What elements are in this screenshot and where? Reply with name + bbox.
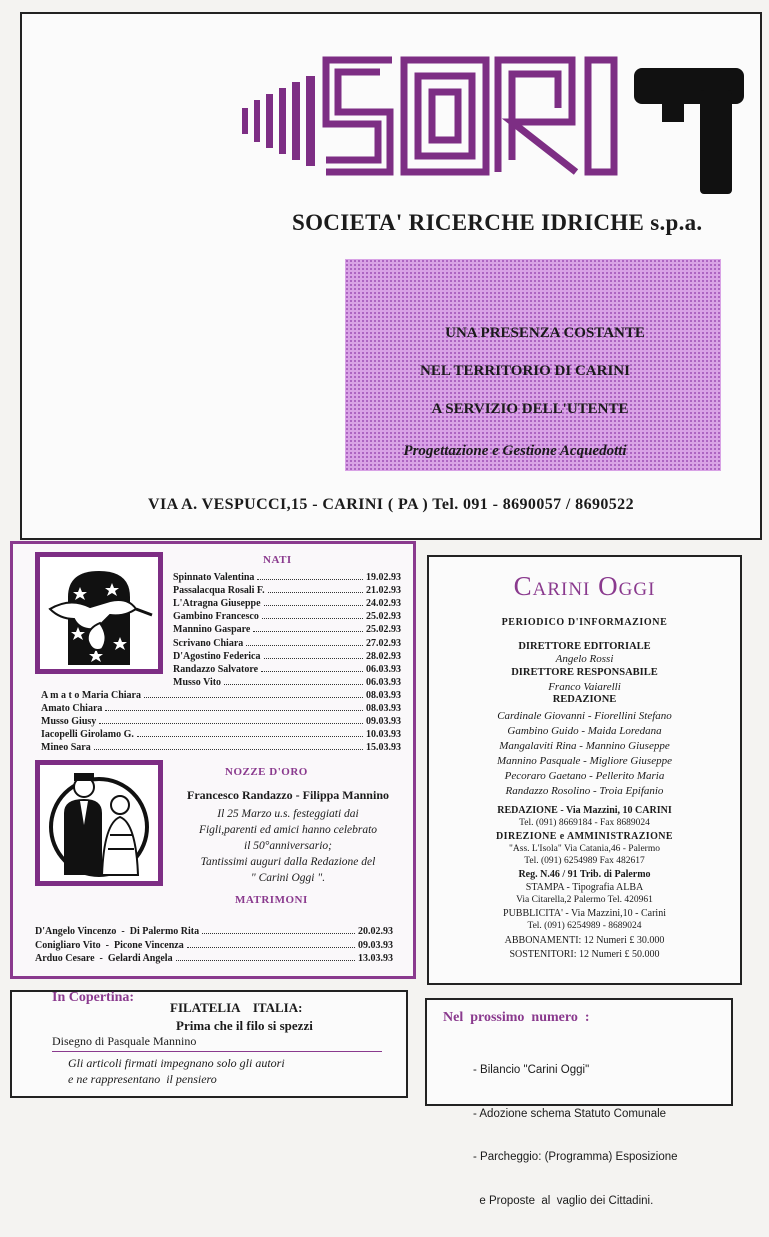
- leader-dots: [246, 644, 363, 646]
- birth-date: 24.02.93: [366, 598, 401, 610]
- leader-dots: [105, 709, 363, 711]
- wedding-date: 13.03.93: [358, 953, 393, 964]
- cover-info-box: [10, 990, 408, 1098]
- dir-ed-label: DIRETTORE EDITORIALE: [518, 641, 651, 652]
- birth-entry: [173, 677, 401, 688]
- cover-subtitle: Prima che il filo si spezzi: [176, 1018, 313, 1033]
- wedding-date: 20.02.93: [358, 926, 393, 937]
- redazione-label: REDAZIONE: [552, 694, 617, 705]
- nozze-couple: Francesco Randazzo - Filippa Mannino: [186, 788, 389, 802]
- redazione-tel: Tel. (091) 8669184 - Fax 8689024: [519, 818, 650, 828]
- disclaimer-line: e ne rappresentano il pensiero: [68, 1072, 217, 1086]
- abbonamenti: ABBONAMENTI: 12 Numeri £ 30.000: [504, 935, 665, 946]
- birth-date: 25.02.93: [366, 624, 401, 636]
- wedding-entry: [35, 953, 393, 964]
- leader-dots: [144, 696, 363, 698]
- birth-entry: [173, 664, 401, 675]
- wedding-entry: [35, 940, 393, 951]
- next-issue-box: [425, 998, 733, 1207]
- registration: Reg. N.46 / 91 Trib. di Palermo: [518, 869, 651, 880]
- wedding-couple: Conigliaro Vito - Picone Vincenza: [35, 939, 184, 951]
- birth-entry: [41, 742, 401, 753]
- leader-dots: [268, 591, 363, 593]
- cover-title: FILATELIA ITALIA:: [170, 1000, 303, 1015]
- next-issue-list: [473, 1034, 678, 1237]
- slogan-line: Progettazione e Gestione Acquedotti: [403, 443, 627, 459]
- birth-entry: [173, 651, 401, 662]
- leader-dots: [176, 959, 355, 961]
- birth-date: 15.03.93: [366, 742, 401, 754]
- matrimoni-title: MATRIMONI: [235, 894, 308, 906]
- birth-name: Musso Vito: [173, 676, 222, 688]
- nozze-line: " Carini Oggi ".: [250, 872, 326, 884]
- nozze-message: [163, 806, 413, 886]
- slogan-box: [345, 259, 721, 471]
- couple-image: [35, 760, 163, 886]
- staff-list: [429, 709, 740, 799]
- next-issue-item: - Bilancio "Carini Oggi": [473, 1064, 590, 1076]
- dir-resp-name: Franco Vaiarelli: [548, 681, 621, 693]
- wedding-couple: Arduo Cesare - Gelardi Angela: [35, 953, 173, 964]
- slogan-line: A SERVIZIO DELL'UTENTE: [431, 401, 629, 417]
- birth-entry: [41, 716, 401, 727]
- announcements-box: [10, 541, 416, 979]
- birth-date: 27.02.93: [366, 637, 401, 649]
- redazione-address: REDAZIONE - Via Mazzini, 10 CARINI: [497, 805, 672, 816]
- birth-entry: [173, 638, 401, 649]
- next-issue-item: e Proposte al vaglio dei Cittadini.: [473, 1194, 654, 1207]
- dir-ed-name: Angelo Rossi: [555, 653, 614, 665]
- direzione-label: DIREZIONE e AMMINISTRAZIONE: [496, 831, 673, 842]
- next-issue-item: - Adozione schema Statuto Comunale: [473, 1107, 667, 1120]
- masthead-box: [427, 555, 742, 985]
- leader-dots: [137, 735, 363, 737]
- company-name: SOCIETA' RICERCHE IDRICHE s.p.a.: [292, 210, 703, 235]
- nozze-line: Figli,parenti ed amici hanno celebrato: [198, 824, 378, 836]
- leader-dots: [264, 604, 363, 606]
- masthead-subtitle: PERIODICO D'INFORMAZIONE: [501, 617, 668, 628]
- birth-date: 06.03.93: [366, 663, 401, 675]
- birth-name: L'Atragna Giuseppe: [173, 598, 261, 610]
- birth-entry: [173, 572, 401, 583]
- leader-dots: [94, 748, 363, 750]
- nozze-title: NOZZE D'ORO: [225, 766, 308, 778]
- birth-name: Scrivano Chiara: [173, 637, 244, 649]
- birth-name: Mannino Gaspare: [173, 624, 251, 636]
- birth-date: 09.03.93: [366, 716, 401, 728]
- staff-line: Randazzo Rosolino - Troia Epifanio: [505, 785, 664, 797]
- nozze-line: Il 25 Marzo u.s. festeggiati dai: [217, 808, 359, 820]
- staff-line: Pecoraro Gaetano - Pellerito Maria: [504, 770, 665, 782]
- direzione-address: "Ass. L'Isola" Via Catania,46 - Palermo: [509, 844, 660, 854]
- couple-icon: [40, 765, 158, 881]
- staff-line: Gambino Guido - Maida Loredana: [507, 725, 662, 737]
- birth-name: Musso Giusy: [41, 716, 97, 728]
- staff-line: Cardinale Giovanni - Fiorellini Stefano: [497, 710, 672, 722]
- birth-entry: [173, 624, 401, 635]
- masthead-title: Carini Oggi: [513, 571, 656, 601]
- leader-dots: [187, 946, 355, 948]
- leader-dots: [224, 683, 363, 685]
- birth-date: 10.03.93: [366, 729, 401, 741]
- slogan-line: UNA PRESENZA COSTANTE: [445, 325, 645, 341]
- cover-label: In Copertina:: [52, 990, 135, 1005]
- sori-advertisement: [20, 12, 762, 540]
- birth-name: Spinnato Valentina: [173, 572, 255, 583]
- nati-title: NATI: [263, 554, 292, 566]
- nozze-line: Tantissimi auguri dalla Redazione del: [200, 856, 376, 868]
- cover-drawing-credit: Disegno di Pasquale Mannino: [52, 1034, 382, 1052]
- sori-logo-icon: [242, 50, 762, 200]
- leader-dots: [202, 932, 355, 934]
- staff-line: Mannino Pasquale - Migliore Giuseppe: [497, 755, 672, 767]
- leader-dots: [261, 670, 363, 672]
- sostenitori: SOSTENITORI: 12 Numeri £ 50.000: [509, 949, 660, 960]
- birth-entry: [41, 703, 401, 714]
- nozze-line: il 50°anniversario;: [244, 840, 332, 852]
- company-address: VIA A. VESPUCCI,15 - CARINI ( PA ) Tel. 091 - 8690057 / 8690522: [148, 496, 634, 513]
- direzione-tel: Tel. (091) 6254989 Fax 482617: [524, 856, 645, 866]
- birth-date: 28.02.93: [366, 650, 401, 662]
- wedding-date: 09.03.93: [358, 939, 393, 951]
- birth-entry: [41, 729, 401, 740]
- leader-dots: [99, 722, 363, 724]
- leader-dots: [257, 578, 363, 580]
- pubblicita-tel: Tel. (091) 6254989 - 8689024: [527, 921, 642, 931]
- dir-resp-label: DIRETTORE RESPONSABILE: [511, 667, 658, 678]
- wedding-couple: D'Angelo Vincenzo - Di Palermo Rita: [35, 926, 200, 937]
- birth-name: Iacopelli Girolamo G.: [41, 729, 134, 741]
- stampa: STAMPA - Tipografia ALBA: [525, 882, 644, 893]
- birth-date: 08.03.93: [366, 703, 401, 714]
- birth-date: 19.02.93: [366, 572, 401, 583]
- birth-entry: [173, 598, 401, 609]
- next-issue-label: Nel prossimo numero :: [443, 1010, 590, 1025]
- leader-dots: [262, 617, 363, 619]
- birth-name: D'Agostino Federica: [173, 650, 261, 662]
- birth-entry: [41, 690, 401, 701]
- birth-name: A m a t o Maria Chiara: [41, 689, 141, 701]
- birth-entry: [173, 611, 401, 622]
- birth-date: 25.02.93: [366, 611, 401, 623]
- birth-name: Gambino Francesco: [173, 611, 259, 623]
- birth-name: Amato Chiara: [41, 703, 103, 714]
- birth-date: 06.03.93: [366, 676, 401, 688]
- disclaimer-line: Gli articoli firmati impegnano solo gli autori: [68, 1056, 285, 1070]
- pubblicita: PUBBLICITA' - Via Mazzini,10 - Carini: [503, 908, 666, 919]
- birth-date: 21.02.93: [366, 585, 401, 597]
- wedding-entry: [35, 926, 393, 937]
- staff-line: Mangalaviti Rina - Mannino Giuseppe: [499, 740, 670, 752]
- leader-dots: [264, 657, 364, 659]
- birth-entry: [173, 585, 401, 596]
- stampa-address: Via Citarella,2 Palermo Tel. 420961: [516, 895, 653, 905]
- stork-image: [35, 552, 163, 674]
- birth-name: Passalacqua Rosali F.: [173, 585, 265, 597]
- birth-date: 08.03.93: [366, 689, 401, 701]
- birth-name: Mineo Sara: [41, 742, 91, 754]
- leader-dots: [253, 630, 363, 632]
- next-issue-item: - Parcheggio: (Programma) Esposizione: [473, 1151, 678, 1163]
- birth-name: Randazzo Salvatore: [173, 663, 259, 675]
- slogan-line: NEL TERRITORIO DI CARINI: [420, 363, 630, 379]
- stork-icon: [40, 557, 158, 669]
